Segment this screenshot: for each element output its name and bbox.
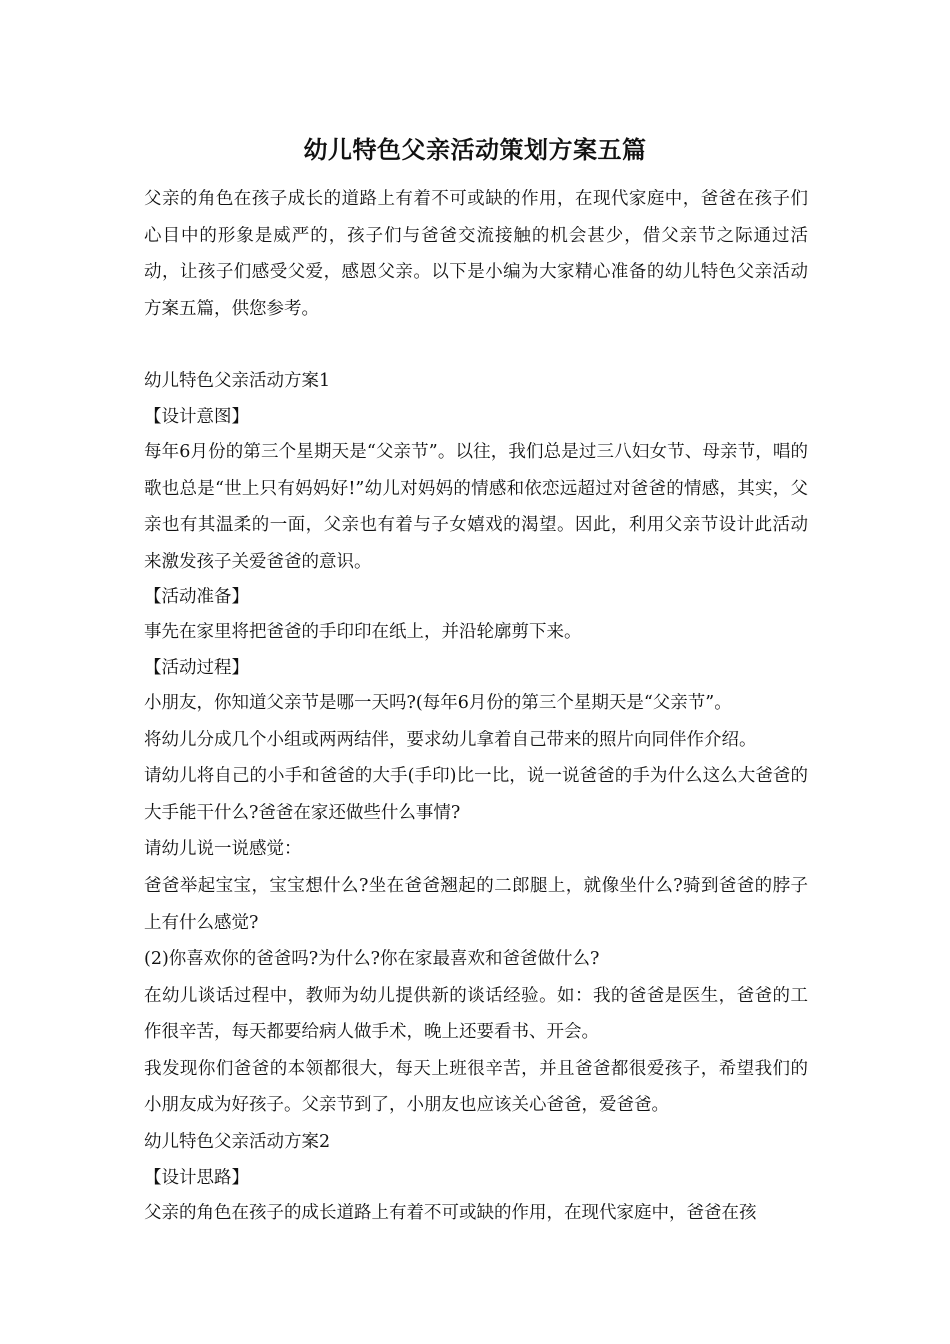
document-body — [144, 181, 808, 1231]
body-paragraph: 将幼儿分成几个小组或两两结伴，要求幼儿拿着自己带来的照片向同伴作介绍。 — [144, 729, 757, 750]
body-paragraph: 请幼儿将自己的小手和爸爸的大手(手印)比一比，说一说爸爸的手为什么这么大爸爸的大手能干什么?爸爸在家还做些什么事情? — [144, 766, 808, 823]
body-paragraph: 事先在家里将把爸爸的手印印在纸上，并沿轮廓剪下来。 — [144, 622, 582, 643]
body-paragraph: 每年6月份的第三个星期天是“父亲节”。以往，我们总是过三八妇女节、母亲节，唱的歌也总是“世上只有妈妈好!”幼儿对妈妈的情感和依恋远超过对爸爸的情感，其实，父亲也有其温柔的一面，父亲也有着与子女嬉戏的渴望。因此，利用父亲节设计此活动来激发孩子关爱爸爸的意识。 — [144, 441, 808, 572]
body-paragraph: 爸爸举起宝宝，宝宝想什么?坐在爸爸翘起的二郎腿上，就像坐什么?骑到爸爸的脖子上有什么感觉? — [144, 875, 808, 933]
body-paragraph: 父亲的角色在孩子的成长道路上有着不可或缺的作用，在现代家庭中，爸爸在孩 — [144, 1202, 757, 1223]
body-paragraph: 小朋友，你知道父亲节是哪一天吗?(每年6月份的第三个星期天是“父亲节”。 — [144, 692, 732, 713]
body-paragraph: 请幼儿说一说感觉： — [144, 839, 302, 860]
body-paragraph: 在幼儿谈话过程中，教师为幼儿提供新的谈话经验。如：我的爸爸是医生，爸爸的工作很辛苦，每天都要给病人做手术，晚上还要看书、开会。 — [144, 985, 808, 1043]
subheading-process: 【活动过程】 — [144, 657, 249, 678]
body-paragraph: (2)你喜欢你的爸爸吗?为什么?你在家最喜欢和爸爸做什么? — [144, 949, 600, 970]
section-heading-plan-1: 幼儿特色父亲活动方案1 — [144, 371, 331, 392]
subheading-preparation: 【活动准备】 — [144, 587, 249, 608]
document-title: 幼儿特色父亲活动策划方案五篇 — [303, 135, 647, 164]
intro-paragraph: 父亲的角色在孩子成长的道路上有着不可或缺的作用，在现代家庭中，爸爸在孩子们心目中的形象是威严的，孩子们与爸爸交流接触的机会甚少，借父亲节之际通过活动，让孩子们感受父爱，感恩父亲。以下是小编为大家精心准备的幼儿特色父亲活动方案五篇，供您参考。 — [144, 189, 808, 319]
section-heading-plan-2: 幼儿特色父亲活动方案2 — [144, 1132, 331, 1153]
subheading-design-intent: 【设计意图】 — [144, 406, 249, 427]
body-paragraph: 我发现你们爸爸的本领都很大，每天上班很辛苦，并且爸爸都很爱孩子，希望我们的小朋友成为好孩子。父亲节到了，小朋友也应该关心爸爸，爱爸爸。 — [144, 1058, 808, 1116]
subheading-design-idea: 【设计思路】 — [144, 1167, 249, 1188]
